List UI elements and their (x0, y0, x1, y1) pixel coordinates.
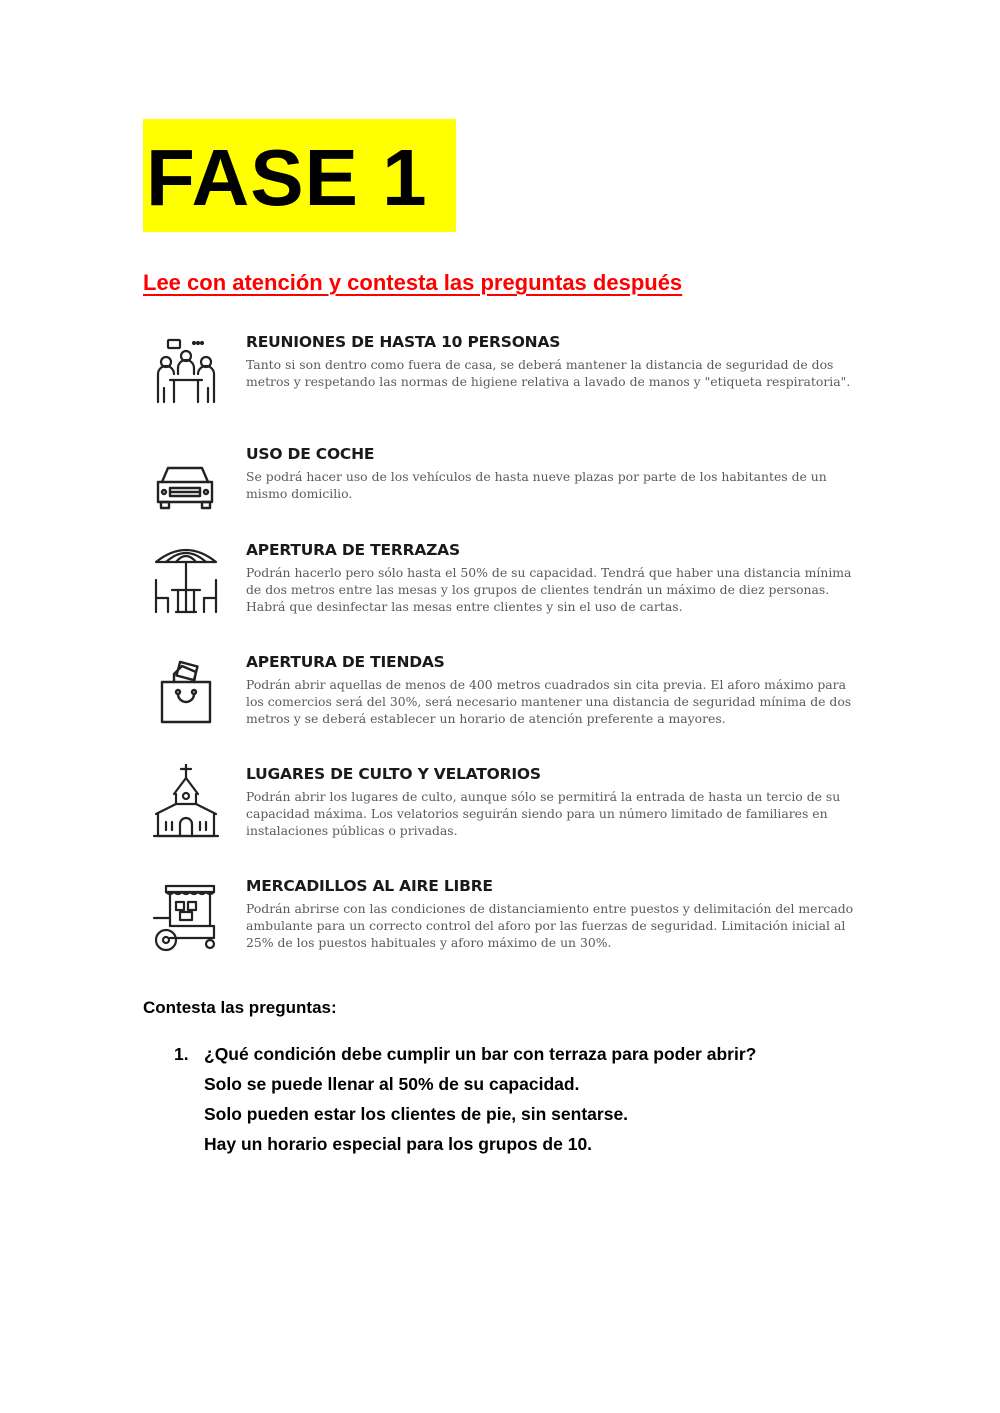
answer-option[interactable]: Solo pueden estar los clientes de pie, sin sentarse. (204, 1104, 629, 1124)
question-item (174, 1043, 756, 1065)
answer-option[interactable]: Solo se puede llenar al 50% de su capacidad. (204, 1074, 580, 1094)
measure-item (150, 876, 870, 976)
meeting-people-icon (150, 332, 222, 412)
measure-item (150, 332, 870, 432)
measure-item (150, 652, 870, 752)
measure-title: MERCADILLOS AL AIRE LIBRE (246, 877, 493, 895)
measure-description: Podrán abrir aquellas de menos de 400 metros cuadrados sin cita previa. El aforo máximo para los comercios será del 30%, será necesario mantener una distancia de seguridad mínima de dos metros y se deberá establecer un horario de atención preferente a mayores. (246, 677, 852, 726)
question-number: 1. (174, 1044, 189, 1064)
measure-title: APERTURA DE TIENDAS (246, 653, 445, 671)
answer-option[interactable]: Hay un horario especial para los grupos de 10. (204, 1134, 593, 1154)
measure-title: APERTURA DE TERRAZAS (246, 541, 460, 559)
measure-title: REUNIONES DE HASTA 10 PERSONAS (246, 333, 561, 351)
church-icon (150, 764, 222, 844)
shopping-bag-icon (150, 652, 222, 732)
measure-description: Podrán abrirse con las condiciones de distanciamiento entre puestos y delimitación del mercado ambulante para un correcto control del aforo por las fuerzas de seguridad. Limitación inicial al 25% de los puestos habituales y aforo máximo de un 30%. (246, 901, 854, 950)
measure-title: USO DE COCHE (246, 445, 375, 463)
measure-item (150, 444, 870, 544)
phase-title: FASE 1 (146, 133, 428, 222)
market-cart-icon (150, 876, 222, 956)
measure-description: Tanto si son dentro como fuera de casa, se deberá mantener la distancia de seguridad de dos metros y respetando las normas de higiene relativa a lavado de manos y "etiqueta respiratoria". (246, 357, 851, 389)
measure-description: Podrán hacerlo pero sólo hasta el 50% de su capacidad. Tendrá que haber una distancia mínima de dos metros entre las mesas y los grupos de clientes tendrán un máximo de diez personas. Habrá que desinfectar las mesas entre clientes y sin el uso de cartas. (246, 565, 852, 614)
measure-item (150, 540, 870, 640)
question-text: ¿Qué condición debe cumplir un bar con terraza para poder abrir? (204, 1044, 757, 1064)
measure-item (150, 764, 870, 864)
questions-heading: Contesta las preguntas: (143, 998, 337, 1017)
instruction-text: Lee con atención y contesta las preguntas después (143, 270, 683, 295)
terrace-umbrella-icon (150, 540, 222, 620)
measure-title: LUGARES DE CULTO Y VELATORIOS (246, 765, 541, 783)
measure-description: Podrán abrir los lugares de culto, aunque sólo se permitirá la entrada de hasta un tercio de su capacidad máxima. Los velatorios seguirán siendo para un número limitado de familiares en instalaciones públicas o privadas. (246, 789, 841, 838)
car-icon (150, 444, 222, 524)
measure-description: Se podrá hacer uso de los vehículos de hasta nueve plazas por parte de los habitantes de un mismo domicilio. (246, 469, 827, 501)
